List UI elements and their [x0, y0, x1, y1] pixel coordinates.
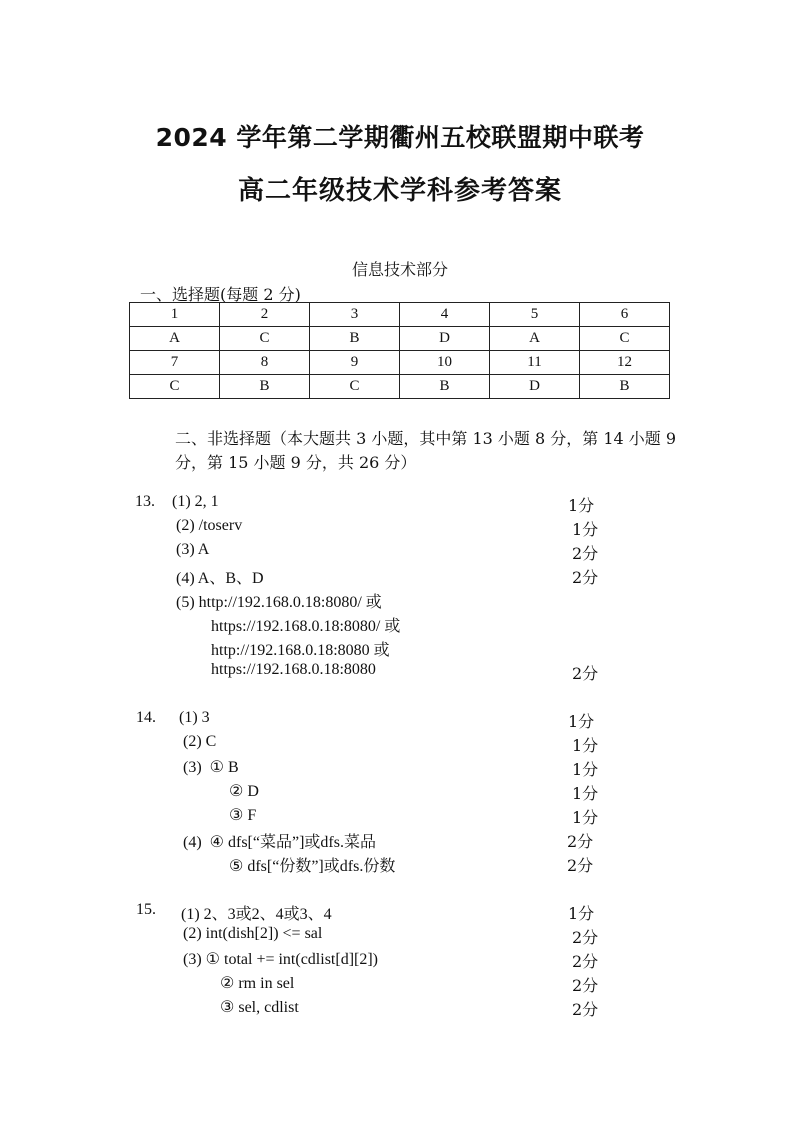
part1-heading: 一、选择题(每题 2 分): [140, 285, 301, 304]
answer-line: (1) 2, 1: [172, 493, 219, 510]
score-label: 1分: [572, 736, 599, 755]
table-cell: 5: [490, 303, 580, 327]
score-label: 1分: [572, 808, 599, 827]
score-label: 1分: [572, 784, 599, 803]
choice-answer-table: [129, 302, 670, 399]
table-cell: 10: [400, 351, 490, 375]
q13-number: 13.: [135, 493, 155, 510]
table-row: [130, 303, 670, 327]
answer-line: ② rm in sel: [220, 975, 295, 992]
answer-line: (4) ④ dfs[“菜品”]或dfs.菜品: [183, 834, 376, 851]
score-label: 2分: [572, 664, 599, 683]
section-title: 信息技术部分: [351, 260, 448, 279]
table-cell: B: [220, 375, 310, 399]
score-label: 1分: [568, 904, 595, 923]
score-label: 2分: [572, 928, 599, 947]
answer-line: (5) http://192.168.0.18:8080/ 或: [176, 594, 382, 611]
answer-line: (2) int(dish[2]) <= sal: [183, 925, 323, 942]
answer-line: https://192.168.0.18:8080: [211, 661, 376, 678]
answer-line: (3) A: [176, 541, 210, 558]
answer-line: (2) C: [183, 733, 217, 750]
table-cell: 11: [490, 351, 580, 375]
answer-line: (1) 2、3或2、4或3、4: [181, 906, 332, 923]
q14-number: 14.: [136, 709, 156, 726]
table-row: [130, 351, 670, 375]
part2-heading: 二、非选择题（本大题共 3 小题，其中第 13 小题 8 分，第 14 小题 9 分，第 15 小题 9 分，共 26 分）: [175, 429, 677, 472]
table-row: [130, 375, 670, 399]
table-cell: A: [490, 327, 580, 351]
table-cell: 1: [130, 303, 220, 327]
answer-line: ③ F: [229, 807, 257, 824]
table-cell: A: [130, 327, 220, 351]
table-cell: C: [220, 327, 310, 351]
score-label: 2分: [572, 544, 599, 563]
table-cell: B: [310, 327, 400, 351]
answer-line: ② D: [229, 783, 259, 800]
score-label: 2分: [572, 1000, 599, 1019]
table-cell: 7: [130, 351, 220, 375]
score-label: 1分: [572, 760, 599, 779]
answer-line: ⑤ dfs[“份数”]或dfs.份数: [229, 858, 396, 875]
score-label: 1分: [572, 520, 599, 539]
table-cell: 9: [310, 351, 400, 375]
table-cell: 4: [400, 303, 490, 327]
table-cell: 3: [310, 303, 400, 327]
answer-line: http://192.168.0.18:8080 或: [211, 642, 390, 659]
answer-line: (3) ① B: [183, 759, 239, 776]
exam-title: 2024 学年第二学期衢州五校联盟期中联考: [155, 123, 645, 152]
table-cell: B: [580, 375, 670, 399]
table-cell: C: [130, 375, 220, 399]
table-cell: B: [400, 375, 490, 399]
answer-line: ③ sel, cdlist: [220, 999, 299, 1016]
q15-number: 15.: [136, 901, 156, 918]
answer-line: https://192.168.0.18:8080/ 或: [211, 618, 401, 635]
score-label: 2分: [567, 832, 594, 851]
table-cell: C: [580, 327, 670, 351]
score-label: 1分: [568, 496, 595, 515]
table-cell: D: [490, 375, 580, 399]
answer-line: (3) ① total += int(cdlist[d][2]): [183, 951, 379, 968]
table-cell: 6: [580, 303, 670, 327]
table-cell: 12: [580, 351, 670, 375]
answer-line: (4) A、B、D: [176, 570, 264, 587]
score-label: 1分: [568, 712, 595, 731]
table-cell: C: [310, 375, 400, 399]
table-cell: 2: [220, 303, 310, 327]
answer-key-subtitle: 高二年级技术学科参考答案: [237, 176, 562, 206]
table-cell: D: [400, 327, 490, 351]
table-cell: 8: [220, 351, 310, 375]
score-label: 2分: [572, 568, 599, 587]
answer-line: (1) 3: [179, 709, 210, 726]
table-row: [130, 327, 670, 351]
score-label: 2分: [572, 976, 599, 995]
score-label: 2分: [572, 952, 599, 971]
answer-line: (2) /toserv: [176, 517, 243, 534]
score-label: 2分: [567, 856, 594, 875]
